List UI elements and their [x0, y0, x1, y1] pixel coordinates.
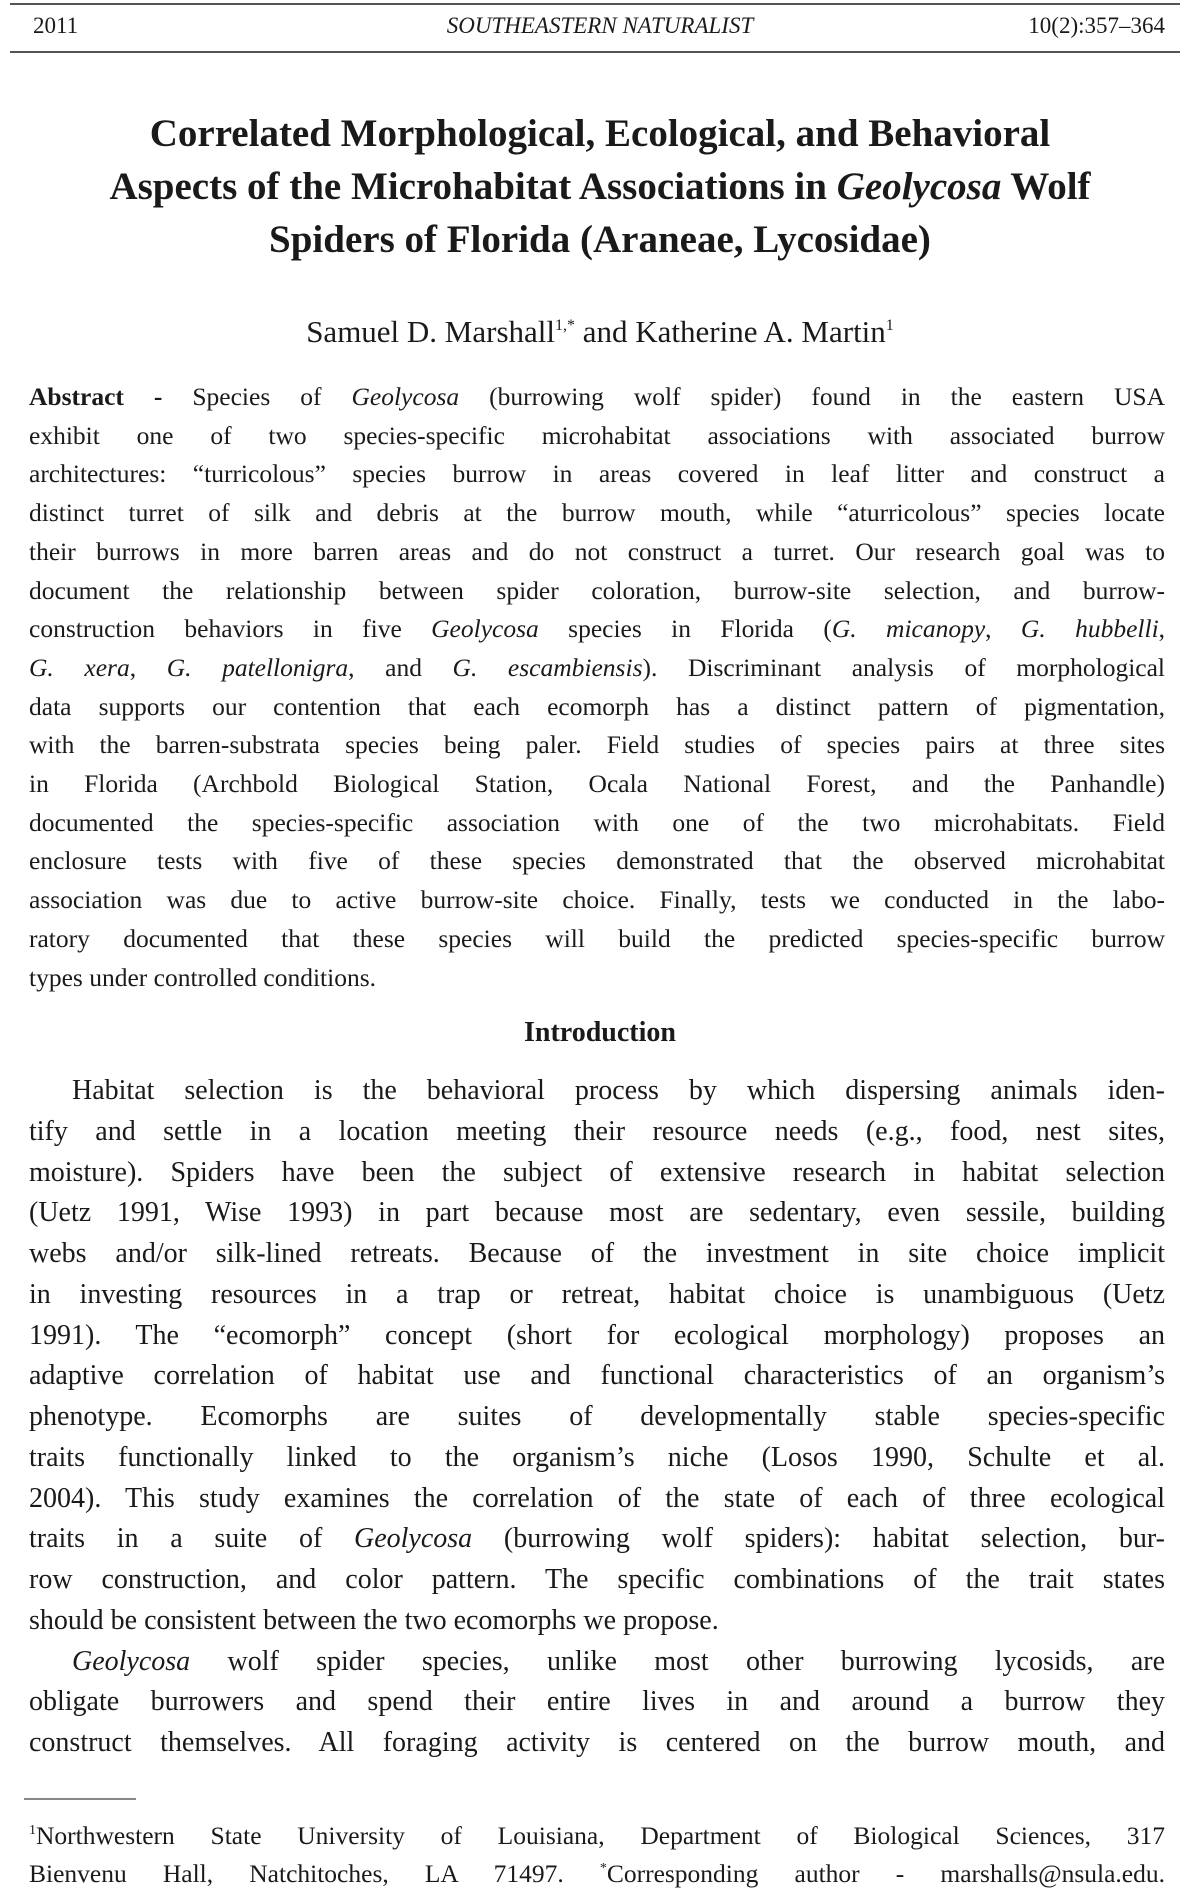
body-line: 1991). The “ecomorph” concept (short for ecological morphology) proposes an [29, 1319, 1165, 1351]
taxon-name: G. escambiensis [452, 652, 643, 682]
body-line: moisture). Spiders have been the subject of extensive research in habitat selection [29, 1156, 1165, 1188]
body-line: should be consistent between the two ecomorphs we propose. [29, 1604, 719, 1636]
body-line: webs and/or silk-lined retreats. Because of the investment in site choice implicit [29, 1238, 1165, 1269]
footnote-line: Bienvenu Hall, Natchitoches, LA 71497. *Corresponding author - marshalls@nsula.edu. [29, 1859, 1166, 1888]
body-line: in investing resources in a trap or retreat, habitat choice is unambiguous (Uetz [29, 1278, 1165, 1310]
authors-line [0, 314, 1200, 350]
body-line: obligate burrowers and spend their entire lives in and around a burrow they [29, 1686, 1165, 1718]
abstract-line: their burrows in more barren areas and do not construct a turret. Our research goal was to [29, 536, 1165, 566]
abstract-line: Abstract - Species of Geolycosa (burrowing wolf spider) found in the eastern USA [29, 382, 1165, 411]
body-line: (Uetz 1991, Wise 1993) in part because most are sedentary, even sessile, building [29, 1197, 1165, 1229]
abstract-line: with the barren-substrata species being paler. Field studies of species pairs at three sites [29, 730, 1165, 760]
header-year: 2011 [33, 13, 79, 38]
taxon-name: Geolycosa [431, 614, 539, 644]
abstract-line: G. xera, G. patellonigra, and G. escambiensis). Discriminant analysis of morphological [29, 652, 1165, 682]
abstract-line: enclosure tests with five of these species demonstrated that the observed microhabitat [29, 846, 1165, 876]
abstract-line: documented the species-specific association with one of the two microhabitats. Field [29, 807, 1165, 837]
body-line: phenotype. Ecomorphs are suites of developmentally stable species-specific [29, 1401, 1165, 1432]
corresponding-author-marker: * [599, 1861, 607, 1876]
body-line: 2004). This study examines the correlation of the state of each of three ecological [29, 1482, 1165, 1514]
taxon-name: G. micanopy [831, 614, 986, 644]
abstract-line: types under controlled conditions. [29, 962, 377, 992]
taxon-name: G. hubbelli [1020, 614, 1159, 644]
taxon-name: Geolycosa [72, 1645, 191, 1677]
body-line: tify and settle in a location meeting their resource needs (e.g., food, nest sites, [29, 1115, 1165, 1147]
section-heading-introduction: Introduction [524, 1017, 676, 1048]
footnote-marker: 1 [29, 1823, 36, 1838]
abstract-line: construction behaviors in five Geolycosa species in Florida (G. micanopy, G. hubbelli, [29, 614, 1166, 644]
abstract-line: distinct turret of silk and debris at the burrow mouth, while “aturricolous” species locate [29, 498, 1165, 528]
title-line: Aspects of the Microhabitat Associations in Geolycosa Wolf [109, 165, 1091, 208]
header-bottom-rule [10, 51, 1180, 53]
abstract-line: in Florida (Archbold Biological Station, Ocala National Forest, and the Panhandle) [29, 769, 1165, 798]
taxon-name: Geolycosa [353, 1523, 473, 1555]
body-line: traits in a suite of Geolycosa (burrowing wolf spiders): habitat selection, bur- [29, 1523, 1165, 1555]
header-top-rule [10, 3, 1180, 5]
footnote-rule [24, 1798, 136, 1800]
abstract-line: data supports our contention that each ecomorph has a distinct pattern of pigmentation, [29, 691, 1165, 721]
author-name: Katherine A. Martin [635, 314, 886, 349]
abstract-line: ratory documented that these species will build the predicted species-specific burrow [29, 923, 1165, 953]
taxon-name: Geolycosa [351, 382, 460, 411]
abstract-label: Abstract - [29, 382, 193, 411]
abstract-line: exhibit one of two species-specific microhabitat associations with associated burrow [29, 420, 1165, 450]
header-journal-name: SOUTHEASTERN NATURALIST [446, 13, 754, 38]
taxon-name: G. patellonigra [166, 652, 349, 682]
body-line: Habitat selection is the behavioral process by which dispersing animals iden- [72, 1075, 1165, 1106]
body-line: adaptive correlation of habitat use and functional characteristics of an organism’s [29, 1360, 1165, 1392]
body-line: traits functionally linked to the organism’s niche (Losos 1990, Schulte et al. [29, 1441, 1165, 1473]
abstract-line: association was due to active burrow-site choice. Finally, tests we conducted in the labo- [29, 885, 1165, 915]
body-line: row construction, and color pattern. The specific combinations of the trait states [29, 1564, 1165, 1595]
title-line: Correlated Morphological, Ecological, and Behavioral [149, 112, 1051, 155]
author-affiliation-mark: 1,* [555, 317, 576, 334]
abstract-line: architectures: “turricolous” species burrow in areas covered in leaf litter and construct a [29, 459, 1165, 489]
title-line: Spiders of Florida (Araneae, Lycosidae) [269, 218, 931, 261]
body-line: Geolycosa wolf spider species, unlike most other burrowing lycosids, are [72, 1645, 1165, 1677]
body-line: construct themselves. All foraging activity is centered on the burrow mouth, and [29, 1727, 1165, 1758]
taxon-name: G. xera [29, 652, 130, 682]
authors-conjunction: and [575, 314, 636, 349]
abstract-line: document the relationship between spider coloration, burrow-site selection, and burrow- [29, 575, 1165, 605]
footnote-line: $^1$Northwestern State University of Louisiana, Department of Biological Sciences, 317 [29, 1821, 1165, 1850]
author-name: Samuel D. Marshall [306, 314, 556, 349]
header-volume-pages: 10(2):357–364 [1028, 13, 1165, 38]
author-affiliation-mark: 1 [885, 317, 894, 334]
